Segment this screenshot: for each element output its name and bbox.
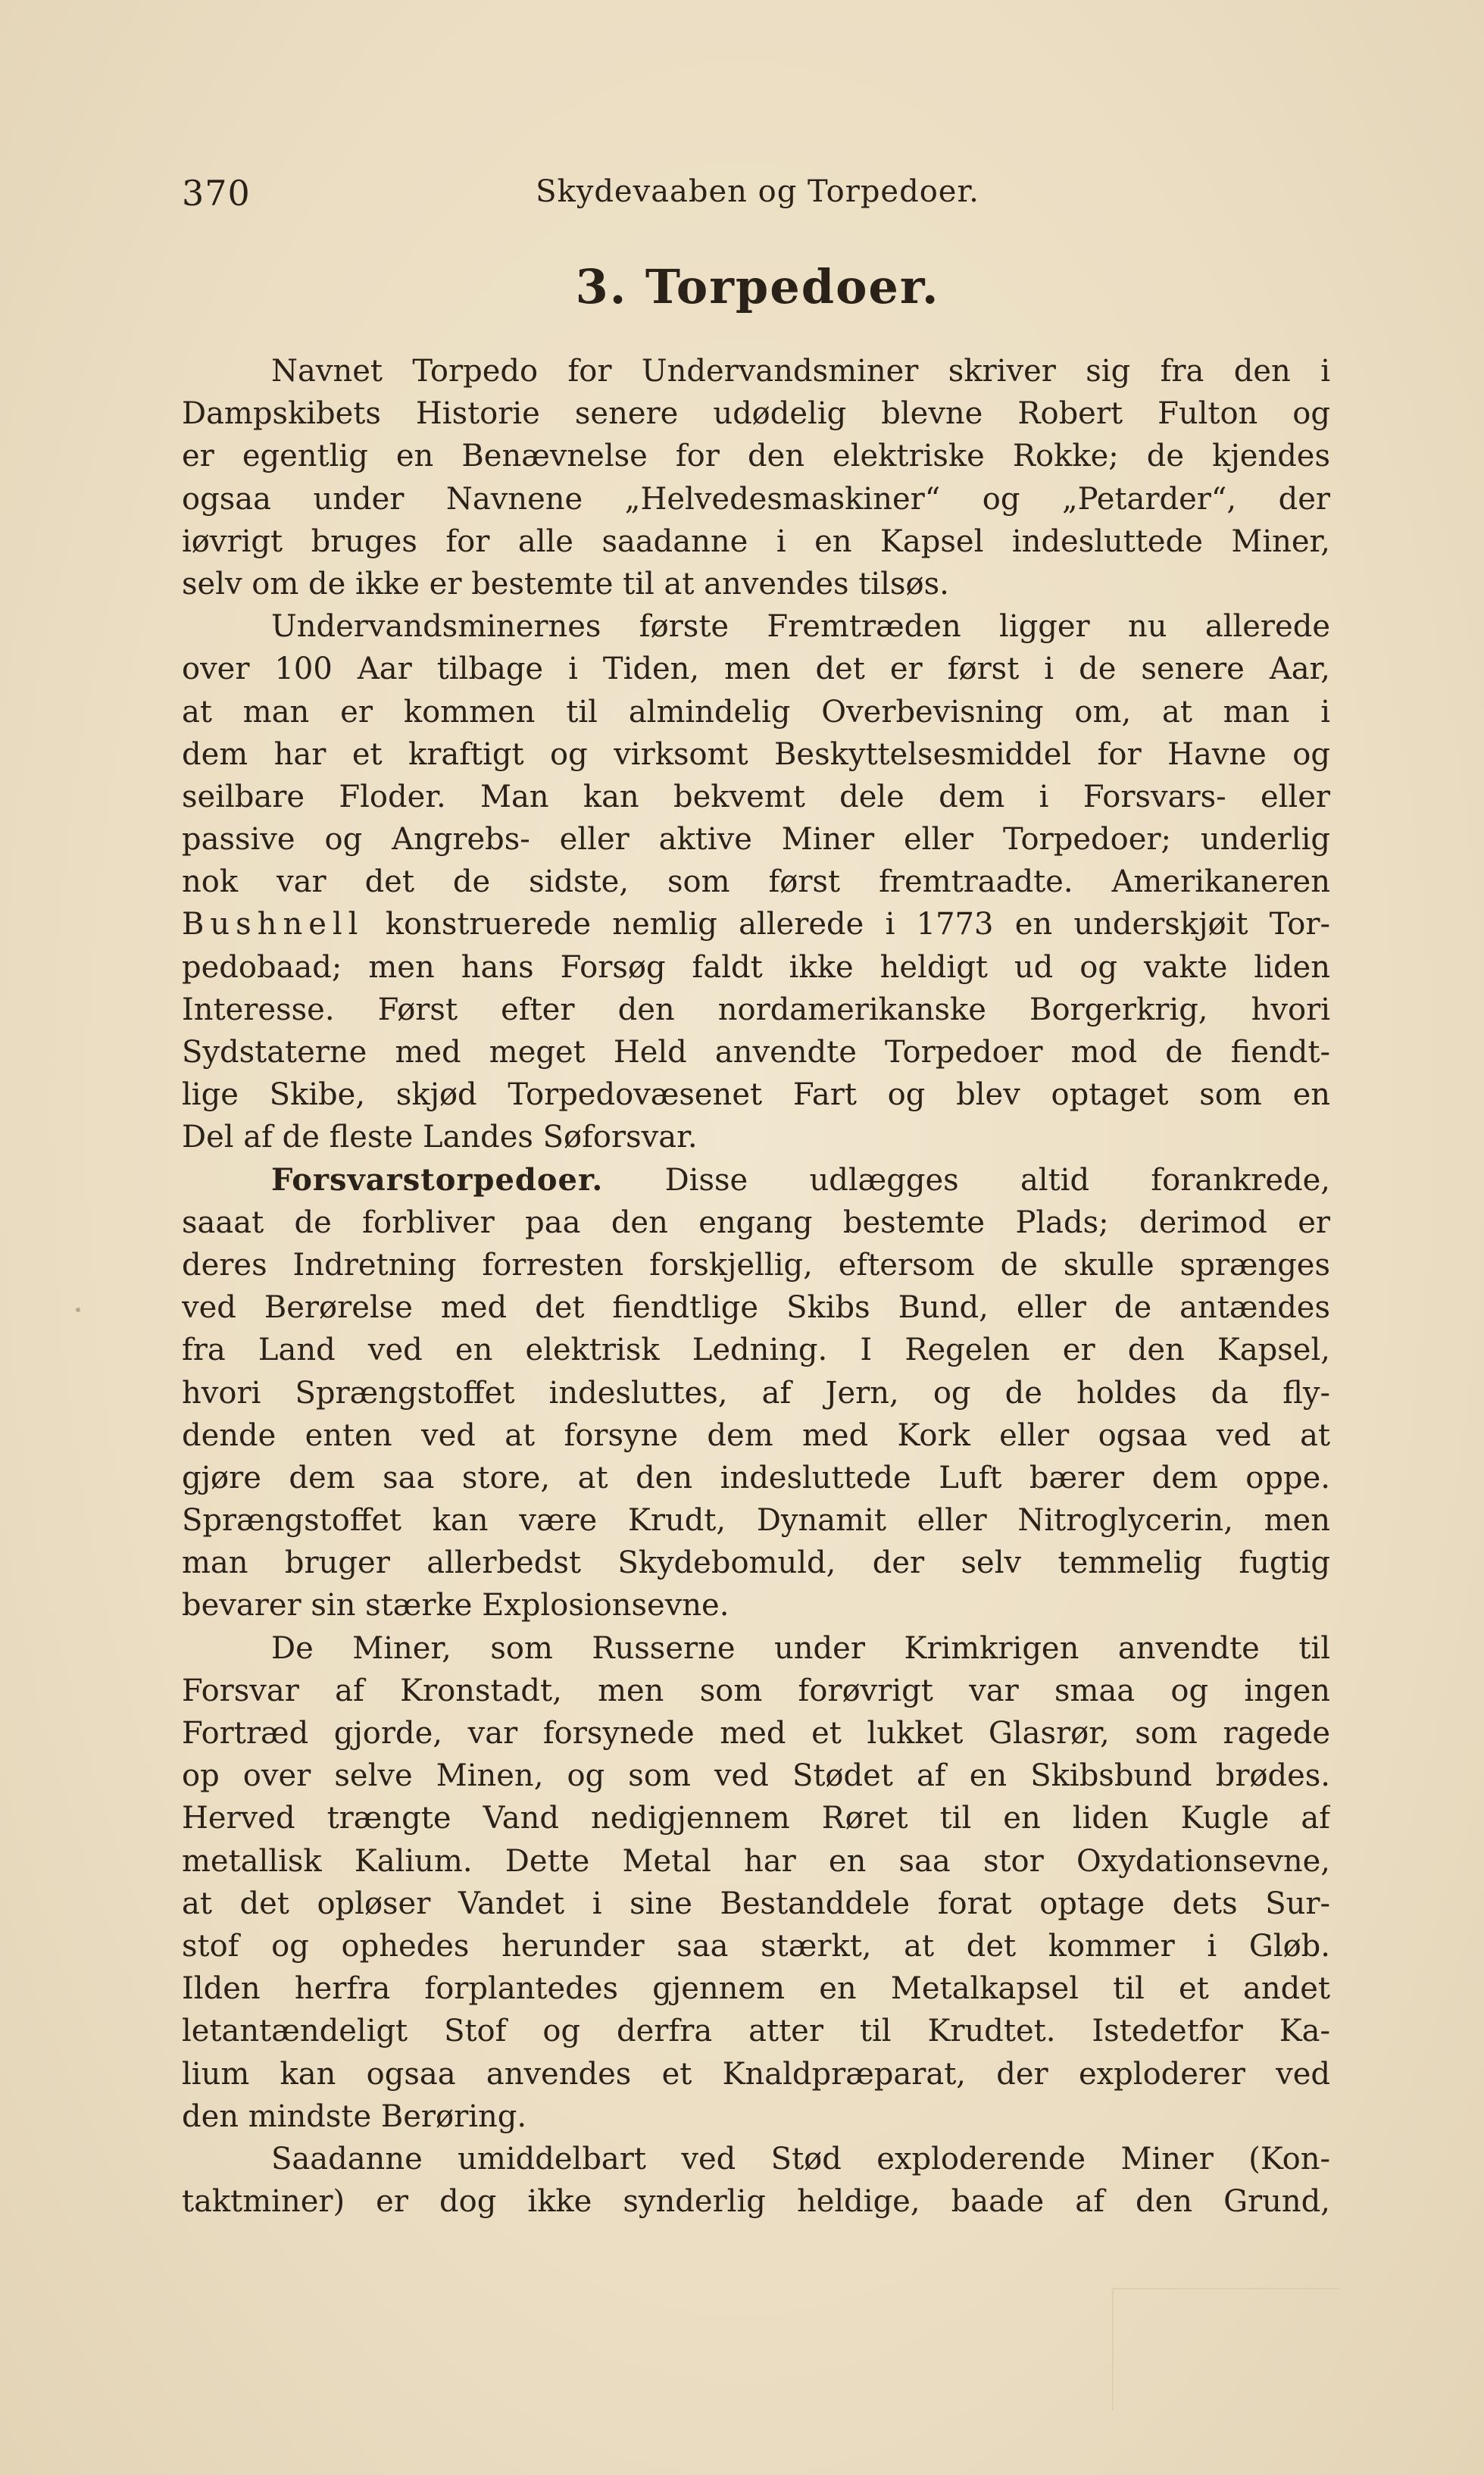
running-head: Skydevaaben og Torpedoer. — [536, 174, 979, 209]
bushnell-post: en underskjøit Tor- — [1014, 907, 1330, 942]
text-line: taktminer) er dog ikke synderlig heldige, baade af den Grund, — [182, 2184, 1330, 2220]
text-line: gjøre dem saa store, at den indesluttede Luft bærer dem oppe. — [182, 1460, 1330, 1495]
section-title: 3. Torpedoer. — [575, 259, 940, 314]
text-line: Herved trængte Vand nedigjennem Røret til en liden Kugle af — [182, 1801, 1330, 1836]
text-line: ogsaa under Navnene „Helvedesmaskiner“ og „Petarder“, der — [182, 481, 1330, 517]
text-line: selv om de ikke er bestemte til at anvendes tilsøs. — [182, 566, 949, 602]
text-line: Navnet Torpedo for Undervandsminer skriver sig fra den i — [271, 354, 1330, 389]
text-line: letantændeligt Stof og derfra atter til Krudtet. Istedetfor Ka- — [182, 2014, 1330, 2049]
text-line: man bruger allerbedst Skydebomuld, der selv temmelig fugtig — [182, 1545, 1330, 1581]
text-line: stof og ophedes herunder saa stærkt, at det kommer i Gløb. — [182, 1928, 1330, 1964]
text-line: dende enten ved at forsyne dem med Kork eller ogsaa ved at — [182, 1417, 1330, 1453]
page-number: 370 — [182, 173, 251, 214]
text-line: at man er kommen til almindelig Overbevisning om, at man i — [182, 694, 1330, 730]
text-line: Del af de fleste Landes Søforsvar. — [182, 1120, 698, 1155]
forsvars-term: Forsvarstorpedoer. — [271, 1161, 604, 1198]
forsvars-rest: Disse udlægges altid forankrede, — [664, 1162, 1330, 1198]
text-line: pedobaad; men hans Forsøg faldt ikke heldigt ud og vakte liden — [182, 949, 1330, 985]
paper-speck — [76, 1308, 80, 1312]
bushnell-name: Bushnell — [182, 907, 364, 942]
text-line: nok var det de sidste, som først fremtraadte. Amerikaneren — [182, 864, 1330, 900]
text-line: fra Land ved en elektrisk Ledning. I Regelen er den Kapsel, — [182, 1333, 1330, 1368]
text-line: at det opløser Vandet i sine Bestanddele forat optage dets Sur- — [182, 1886, 1330, 1921]
text-line: den mindste Berøring. — [182, 2098, 527, 2134]
body-text — [182, 350, 1330, 2223]
text-line: over 100 Aar tilbage i Tiden, men det er først i de senere Aar, — [182, 652, 1330, 687]
text-line: Saadanne umiddelbart ved Stød exploderende Miner (Kon- — [271, 2141, 1330, 2177]
text-line: ved Berørelse med det fiendtlige Skibs Bund, eller de antændes — [182, 1290, 1330, 1326]
text-line: Fortræd gjorde, var forsynede med et lukket Glasrør, som ragede — [182, 1716, 1330, 1751]
text-line: metallisk Kalium. Dette Metal har en saa stor Oxydationsevne, — [182, 1843, 1330, 1879]
text-line: passive og Angrebs- eller aktive Miner eller Torpedoer; underlig — [182, 822, 1330, 858]
text-line: lige Skibe, skjød Torpedovæsenet Fart og blev optaget som en — [182, 1077, 1330, 1113]
text-line: er egentlig en Benævnelse for den elektriske Rokke; de kjendes — [182, 439, 1330, 474]
text-line: Sydstaterne med meget Held anvendte Torpedoer mod de fiendt- — [182, 1035, 1330, 1070]
text-line: hvori Sprængstoffet indesluttes, af Jern, og de holdes da fly- — [182, 1375, 1330, 1411]
text-line: lium kan ogsaa anvendes et Knaldpræparat, der exploderer ved — [182, 2056, 1330, 2092]
text-line: deres Indretning forresten forskjellig, eftersom de skulle sprænges — [182, 1247, 1330, 1283]
text-line: bevarer sin stærke Explosionsevne. — [182, 1588, 730, 1623]
text-line: Sprængstoffet kan være Krudt, Dynamit eller Nitroglycerin, men — [182, 1503, 1330, 1539]
text-line: iøvrigt bruges for alle saadanne i en Kapsel indesluttede Miner, — [182, 523, 1330, 559]
text-line-forsvars — [182, 1159, 1330, 1202]
text-line: seilbare Floder. Man kan bekvemt dele dem i Forsvars- eller — [182, 779, 1330, 814]
text-line: Dampskibets Historie senere udødelig blevne Robert Fulton og — [182, 396, 1330, 432]
text-line-bushnell — [182, 903, 1330, 945]
text-line: De Miner, som Russerne under Krimkrigen anvendte til — [271, 1630, 1330, 1666]
bushnell-pre: konstruerede nemlig allerede i 1773 — [385, 907, 994, 942]
text-line: op over selve Minen, og som ved Stødet af en Skibsbund brødes. — [182, 1758, 1330, 1794]
text-line: saaat de forbliver paa den engang bestemte Plads; derimod er — [182, 1205, 1330, 1240]
text-line: Undervandsminernes første Fremtræden ligger nu allerede — [271, 609, 1330, 645]
page-header — [182, 173, 1333, 226]
text-line: Forsvar af Kronstadt, men som forøvrigt var smaa og ingen — [182, 1673, 1330, 1708]
text-line: Interesse. Først efter den nordamerikanske Borgerkrig, hvori — [182, 992, 1330, 1027]
text-line: dem har et kraftigt og virksomt Beskyttelsesmiddel for Havne og — [182, 736, 1330, 772]
paper-stain — [1112, 2288, 1339, 2411]
text-line: Ilden herfra forplantedes gjennem en Metalkapsel til et andet — [182, 1971, 1330, 2007]
